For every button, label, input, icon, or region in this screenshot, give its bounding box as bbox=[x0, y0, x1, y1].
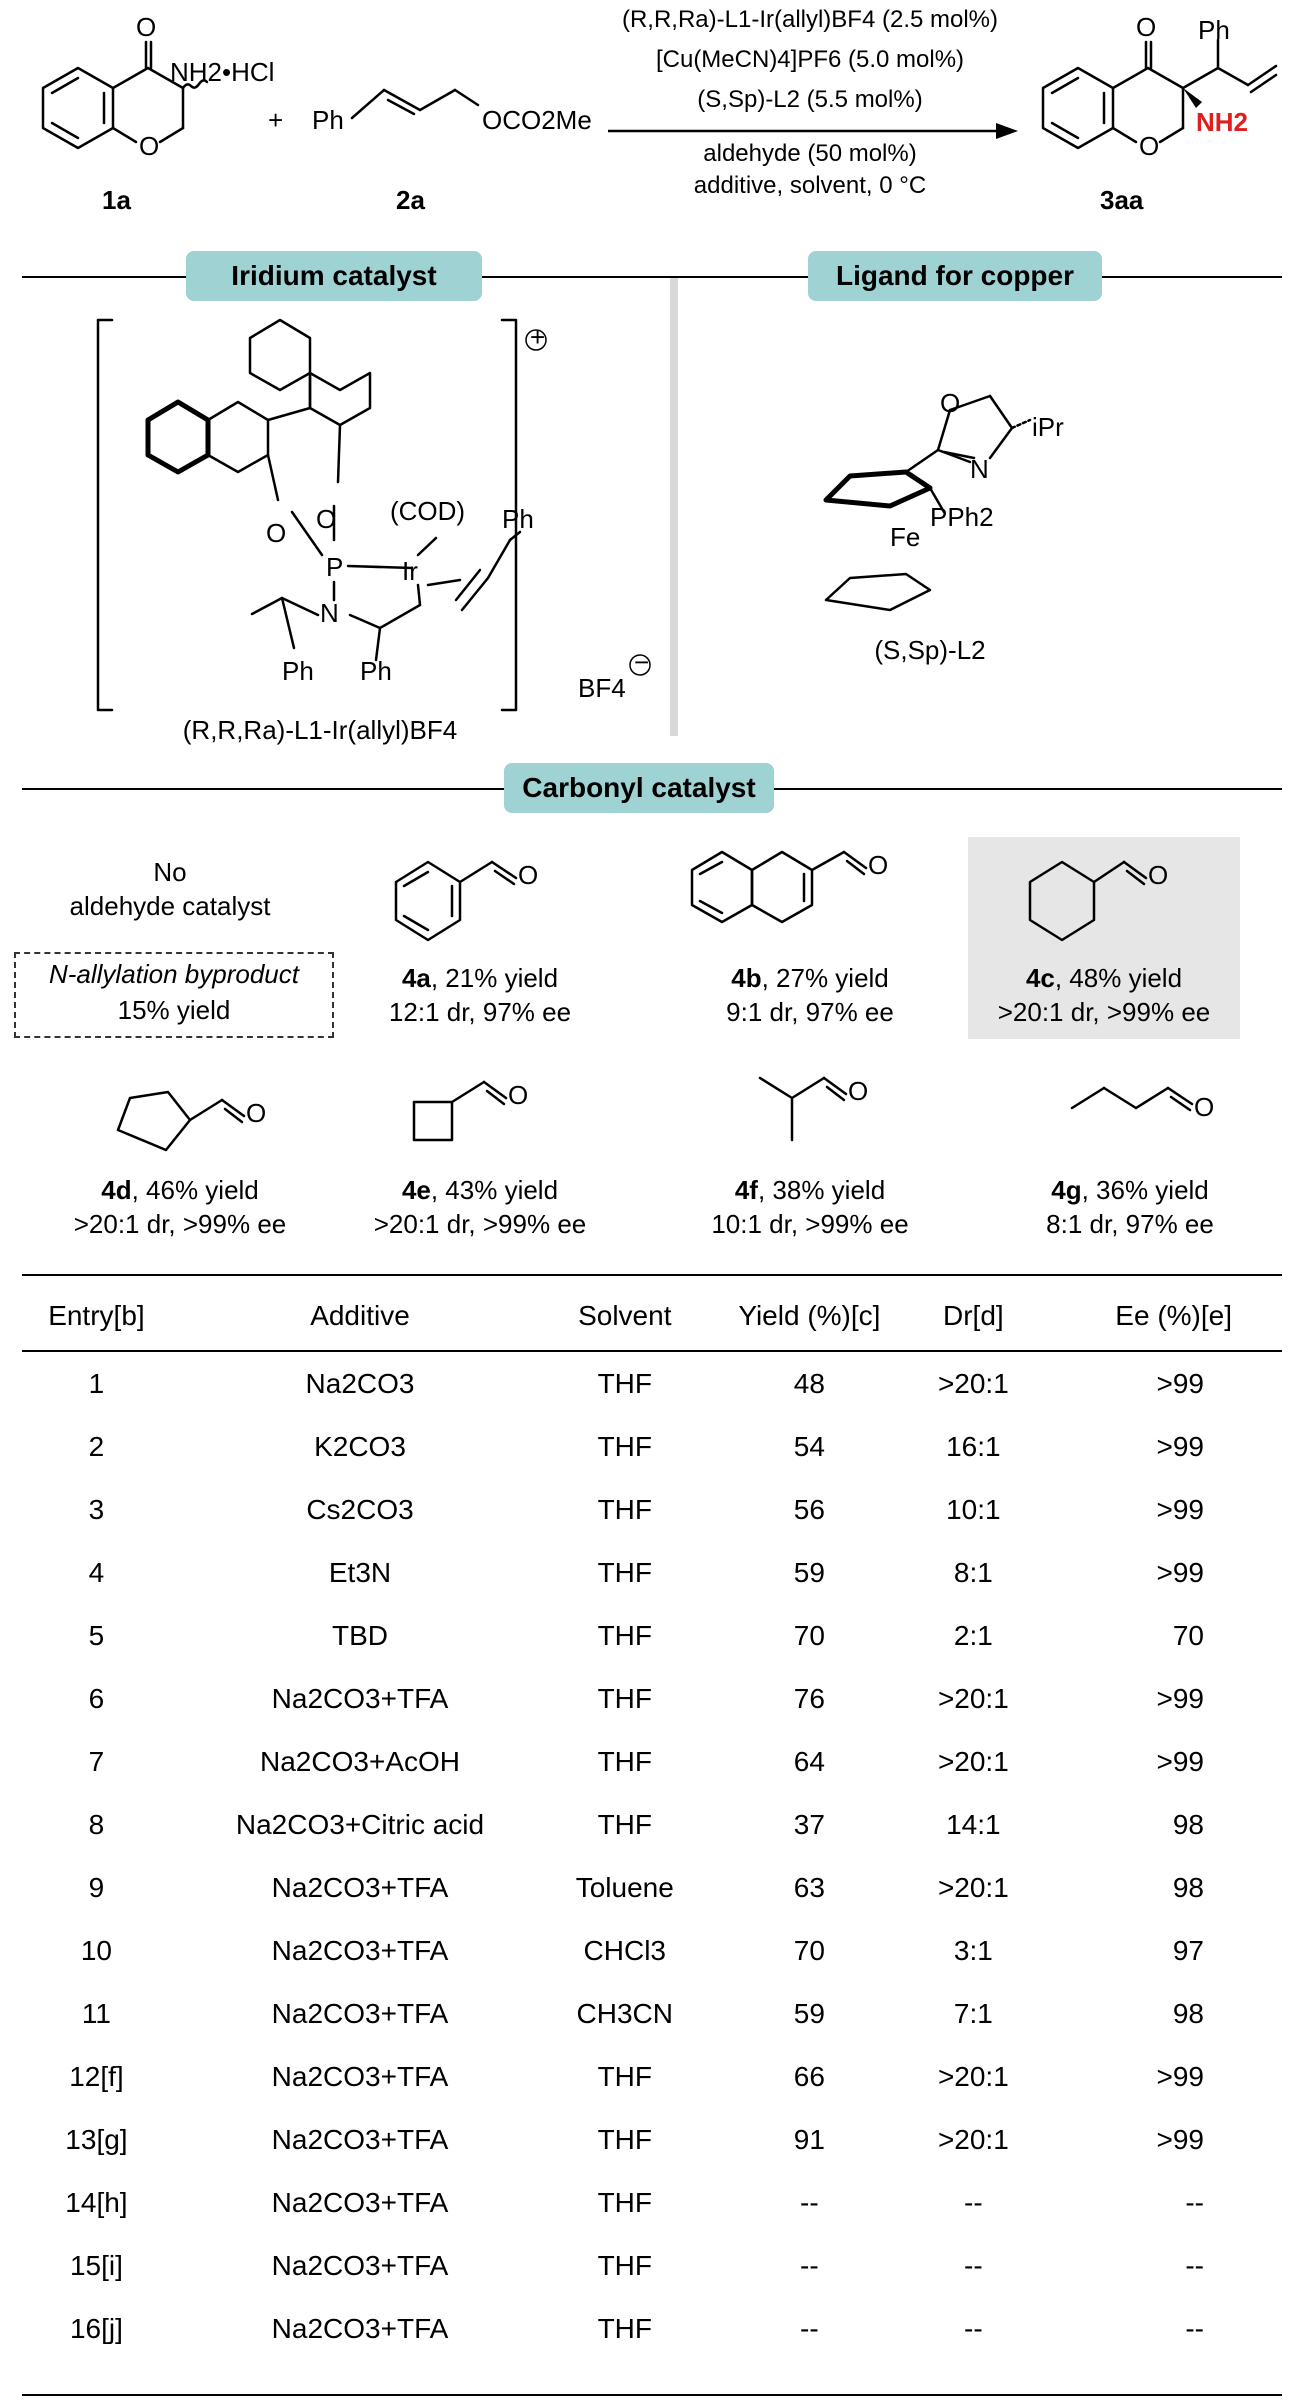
cell-yield: -- bbox=[800, 2249, 819, 2281]
cell-entry: 4 bbox=[88, 1556, 105, 1588]
cell-ee: -- bbox=[1185, 2312, 1204, 2344]
table-row bbox=[22, 1730, 1282, 1793]
catalyst-4c-selectivity: >20:1 dr, >99% ee bbox=[997, 997, 1211, 1027]
sm2-carbonate: OCO2Me bbox=[482, 105, 592, 135]
sm1-amine-salt: NH2•HCl bbox=[170, 57, 275, 87]
ir-nitrogen: N bbox=[320, 598, 339, 628]
cell-solvent: THF bbox=[597, 1745, 652, 1777]
bf4-counterion: BF4 bbox=[578, 673, 626, 703]
cell-entry: 7 bbox=[88, 1745, 105, 1777]
condition-aldehyde: aldehyde (50 mol%) bbox=[703, 140, 917, 167]
cell-additive: TBD bbox=[332, 1619, 388, 1651]
badge-carbonyl-catalyst: Carbonyl catalyst bbox=[504, 763, 774, 813]
bf4-anion-charge: − bbox=[634, 647, 650, 677]
cell-dr: >20:1 bbox=[937, 1871, 1009, 1903]
badge-iridium-catalyst: Iridium catalyst bbox=[186, 251, 482, 301]
cell-additive: Na2CO3 bbox=[305, 1367, 415, 1399]
product-amine: NH2 bbox=[1196, 107, 1249, 137]
cell-solvent: THF bbox=[597, 1682, 652, 1714]
cell-dr: 7:1 bbox=[953, 1997, 993, 2029]
no-catalyst-line2: aldehyde catalyst bbox=[69, 891, 271, 921]
sm2-label: 2a bbox=[396, 185, 425, 215]
oxygen-4f: O bbox=[848, 1076, 869, 1106]
cell-additive: Na2CO3+TFA bbox=[271, 1934, 449, 1966]
catalyst-4c-yield: 4c, 48% yield bbox=[1025, 963, 1183, 993]
header-solvent: Solvent bbox=[578, 1300, 672, 1331]
oxygen-4d: O bbox=[246, 1098, 267, 1128]
cell-dr: >20:1 bbox=[937, 1367, 1009, 1399]
cell-dr: 16:1 bbox=[946, 1430, 1001, 1462]
table-row bbox=[22, 1919, 1282, 1982]
cell-additive: Na2CO3+TFA bbox=[271, 1871, 449, 1903]
ring-o-3aa: O bbox=[1139, 131, 1160, 161]
table-row bbox=[22, 2297, 1282, 2360]
ir-phenyl-left: Ph bbox=[282, 656, 314, 686]
ligand-oxygen: O bbox=[940, 388, 961, 418]
oxygen-4e: O bbox=[508, 1080, 529, 1110]
cell-additive: Cs2CO3 bbox=[306, 1493, 414, 1525]
cell-entry: 6 bbox=[88, 1682, 105, 1714]
ketone-o-3aa: O bbox=[1136, 12, 1157, 42]
cell-yield: 54 bbox=[793, 1430, 825, 1462]
cell-ee: 70 bbox=[1172, 1619, 1204, 1651]
ring-o-1a: O bbox=[139, 131, 160, 161]
cell-additive: Na2CO3+TFA bbox=[271, 2123, 449, 2155]
cell-yield: 59 bbox=[793, 1556, 825, 1588]
ligand-nitrogen: N bbox=[970, 454, 989, 484]
ligand-label: (S,Sp)-L2 bbox=[874, 635, 986, 665]
ir-o-lower: O bbox=[266, 518, 287, 548]
catalyst-4d-yield: 4d, 46% yield bbox=[101, 1175, 259, 1205]
cell-dr: -- bbox=[964, 2312, 983, 2344]
cell-yield: 64 bbox=[793, 1745, 825, 1777]
oxygen-4b: O bbox=[868, 850, 889, 880]
cell-ee: 98 bbox=[1172, 1997, 1204, 2029]
cell-additive: Na2CO3+TFA bbox=[271, 2249, 449, 2281]
table-row bbox=[22, 1982, 1282, 2045]
badge-ligand-copper: Ligand for copper bbox=[808, 251, 1102, 301]
no-catalyst-line1: No bbox=[153, 857, 187, 887]
ir-cation-charge: + bbox=[530, 322, 546, 352]
cell-ee: >99 bbox=[1156, 1367, 1204, 1399]
cell-dr: 8:1 bbox=[953, 1556, 993, 1588]
table-row bbox=[22, 1856, 1282, 1919]
cell-ee: >99 bbox=[1156, 1556, 1204, 1588]
cell-yield: -- bbox=[800, 2312, 819, 2344]
table-row bbox=[22, 1541, 1282, 1604]
header-dr: Dr[d] bbox=[943, 1300, 1004, 1331]
cell-ee: -- bbox=[1185, 2249, 1204, 2281]
catalyst-4e-selectivity: >20:1 dr, >99% ee bbox=[373, 1209, 587, 1239]
cell-yield: 66 bbox=[793, 2060, 825, 2092]
cell-yield: 56 bbox=[793, 1493, 825, 1525]
cell-solvent: THF bbox=[597, 1430, 652, 1462]
table-row bbox=[22, 1352, 1282, 1415]
cell-entry: 2 bbox=[88, 1430, 105, 1462]
cell-entry: 14[h] bbox=[65, 2186, 128, 2218]
cell-ee: -- bbox=[1185, 2186, 1204, 2218]
iridium-catalyst-label: (R,R,Ra)-L1-Ir(allyl)BF4 bbox=[182, 715, 458, 745]
catalyst-4a-yield: 4a, 21% yield bbox=[401, 963, 559, 993]
cell-ee: >99 bbox=[1156, 1745, 1204, 1777]
table-header-row bbox=[22, 1280, 1282, 1352]
cell-dr: >20:1 bbox=[937, 2123, 1009, 2155]
cell-entry: 10 bbox=[80, 1934, 113, 1966]
catalyst-4e-yield: 4e, 43% yield bbox=[401, 1175, 559, 1205]
cell-entry: 16[j] bbox=[69, 2312, 123, 2344]
ir-phosphorus: P bbox=[326, 552, 344, 582]
cell-dr: 2:1 bbox=[953, 1619, 993, 1651]
cell-additive: Na2CO3+TFA bbox=[271, 2312, 449, 2344]
cell-additive: Et3N bbox=[328, 1556, 392, 1588]
cell-ee: 98 bbox=[1172, 1871, 1204, 1903]
cell-entry: 13[g] bbox=[65, 2123, 128, 2155]
table-row bbox=[22, 2108, 1282, 2171]
cell-entry: 12[f] bbox=[69, 2060, 124, 2092]
table-row bbox=[22, 1667, 1282, 1730]
cell-solvent: THF bbox=[597, 2249, 652, 2281]
cell-solvent: Toluene bbox=[575, 1871, 674, 1903]
oxygen-4g: O bbox=[1194, 1092, 1215, 1122]
cell-solvent: THF bbox=[597, 1556, 652, 1588]
oxygen-4c: O bbox=[1148, 860, 1169, 890]
cell-solvent: CH3CN bbox=[576, 1997, 674, 2029]
cell-solvent: THF bbox=[597, 1808, 652, 1840]
catalyst-4f-yield: 4f, 38% yield bbox=[734, 1175, 886, 1205]
byproduct-name: N-allylation byproduct bbox=[48, 959, 299, 989]
header-yield: Yield (%)[c] bbox=[738, 1300, 881, 1331]
cell-dr: >20:1 bbox=[937, 1682, 1009, 1714]
cell-yield: 59 bbox=[793, 1997, 825, 2029]
header-additive: Additive bbox=[310, 1300, 410, 1331]
cell-dr: 3:1 bbox=[953, 1934, 993, 1966]
ir-o-upper: O bbox=[316, 504, 337, 534]
cell-solvent: THF bbox=[597, 2123, 652, 2155]
cell-additive: Na2CO3+TFA bbox=[271, 2186, 449, 2218]
catalyst-4b-selectivity: 9:1 dr, 97% ee bbox=[726, 997, 894, 1027]
catalyst-4f-selectivity: 10:1 dr, >99% ee bbox=[711, 1209, 909, 1239]
cell-solvent: THF bbox=[597, 1493, 652, 1525]
header-ee: Ee (%)[e] bbox=[1115, 1300, 1232, 1331]
cell-dr: 14:1 bbox=[946, 1808, 1001, 1840]
ir-metal: Ir bbox=[402, 556, 418, 586]
reagent-ligand: (S,Sp)-L2 (5.5 mol%) bbox=[697, 86, 923, 113]
cell-ee: >99 bbox=[1156, 2060, 1204, 2092]
cell-additive: K2CO3 bbox=[314, 1430, 406, 1462]
cell-ee: >99 bbox=[1156, 1682, 1204, 1714]
cell-ee: >99 bbox=[1156, 2123, 1204, 2155]
product-label: 3aa bbox=[1100, 185, 1144, 215]
cell-entry: 8 bbox=[88, 1808, 105, 1840]
table-row bbox=[22, 1478, 1282, 1541]
cell-yield: 91 bbox=[793, 2123, 825, 2155]
table-row bbox=[22, 1604, 1282, 1667]
optimization-table bbox=[22, 1280, 1282, 2360]
cell-ee: 97 bbox=[1172, 1934, 1204, 1966]
ir-cod: (COD) bbox=[390, 496, 466, 526]
cell-yield: 48 bbox=[793, 1367, 825, 1399]
catalyst-4a-selectivity: 12:1 dr, 97% ee bbox=[388, 997, 572, 1027]
ferrocene-iron: Fe bbox=[890, 522, 921, 552]
cell-entry: 9 bbox=[88, 1871, 105, 1903]
table-row bbox=[22, 2171, 1282, 2234]
ir-phenyl-right: Ph bbox=[360, 656, 392, 686]
ketone-o-1a: O bbox=[136, 12, 157, 42]
cell-additive: Na2CO3+AcOH bbox=[260, 1745, 460, 1777]
table-row bbox=[22, 2045, 1282, 2108]
cell-entry: 11 bbox=[81, 1997, 111, 2029]
cell-yield: 70 bbox=[793, 1619, 825, 1651]
cell-solvent: THF bbox=[597, 1619, 652, 1651]
oxygen-4a: O bbox=[518, 860, 539, 890]
cell-dr: 10:1 bbox=[946, 1493, 1001, 1525]
cell-yield: 76 bbox=[793, 1682, 825, 1714]
ir-allyl-phenyl: Ph bbox=[502, 504, 534, 534]
catalyst-4g-selectivity: 8:1 dr, 97% ee bbox=[1046, 1209, 1214, 1239]
cell-solvent: THF bbox=[597, 2186, 652, 2218]
cell-solvent: CHCl3 bbox=[583, 1934, 667, 1966]
cell-yield: 63 bbox=[793, 1871, 825, 1903]
header-entry: Entry[b] bbox=[48, 1300, 145, 1331]
plus-sign: + bbox=[268, 105, 284, 135]
table-row bbox=[22, 2234, 1282, 2297]
cell-additive: Na2CO3+TFA bbox=[271, 1997, 449, 2029]
table-row bbox=[22, 1415, 1282, 1478]
reagent-iridium: (R,R,Ra)-L1-Ir(allyl)BF4 (2.5 mol%) bbox=[621, 6, 999, 33]
product-phenyl: Ph bbox=[1198, 15, 1230, 45]
cell-entry: 3 bbox=[88, 1493, 105, 1525]
cell-additive: Na2CO3+TFA bbox=[271, 1682, 449, 1714]
cell-solvent: THF bbox=[597, 1367, 652, 1399]
sm2-phenyl: Ph bbox=[312, 105, 344, 135]
table-body bbox=[22, 1352, 1282, 2360]
cell-yield: 37 bbox=[793, 1808, 825, 1840]
cell-ee: >99 bbox=[1156, 1430, 1204, 1462]
table-row bbox=[22, 1793, 1282, 1856]
cell-dr: >20:1 bbox=[937, 2060, 1009, 2092]
table-top-rule bbox=[22, 1274, 1282, 1276]
cell-entry: 5 bbox=[88, 1619, 105, 1651]
cell-additive: Na2CO3+TFA bbox=[271, 2060, 449, 2092]
cell-entry: 15[i] bbox=[69, 2249, 123, 2281]
condition-solvent: additive, solvent, 0 °C bbox=[693, 172, 927, 199]
reagent-copper: [Cu(MeCN)4]PF6 (5.0 mol%) bbox=[655, 46, 965, 73]
ligand-pph2: PPh2 bbox=[930, 502, 994, 532]
ligand-isopropyl: iPr bbox=[1032, 412, 1064, 442]
sm1-label: 1a bbox=[102, 185, 131, 215]
cell-solvent: THF bbox=[597, 2312, 652, 2344]
byproduct-yield: 15% yield bbox=[117, 995, 231, 1025]
cell-additive: Na2CO3+Citric acid bbox=[235, 1808, 485, 1840]
cell-yield: 70 bbox=[793, 1934, 825, 1966]
cell-solvent: THF bbox=[597, 2060, 652, 2092]
table-bottom-rule bbox=[22, 2394, 1282, 2396]
cell-dr: -- bbox=[964, 2249, 983, 2281]
cell-dr: >20:1 bbox=[937, 1745, 1009, 1777]
cell-dr: -- bbox=[964, 2186, 983, 2218]
cell-ee: >99 bbox=[1156, 1493, 1204, 1525]
catalyst-4b-yield: 4b, 27% yield bbox=[731, 963, 889, 993]
cell-entry: 1 bbox=[88, 1367, 105, 1399]
catalyst-4d-selectivity: >20:1 dr, >99% ee bbox=[73, 1209, 287, 1239]
cell-yield: -- bbox=[800, 2186, 819, 2218]
catalyst-4g-yield: 4g, 36% yield bbox=[1051, 1175, 1209, 1205]
cell-ee: 98 bbox=[1172, 1808, 1204, 1840]
